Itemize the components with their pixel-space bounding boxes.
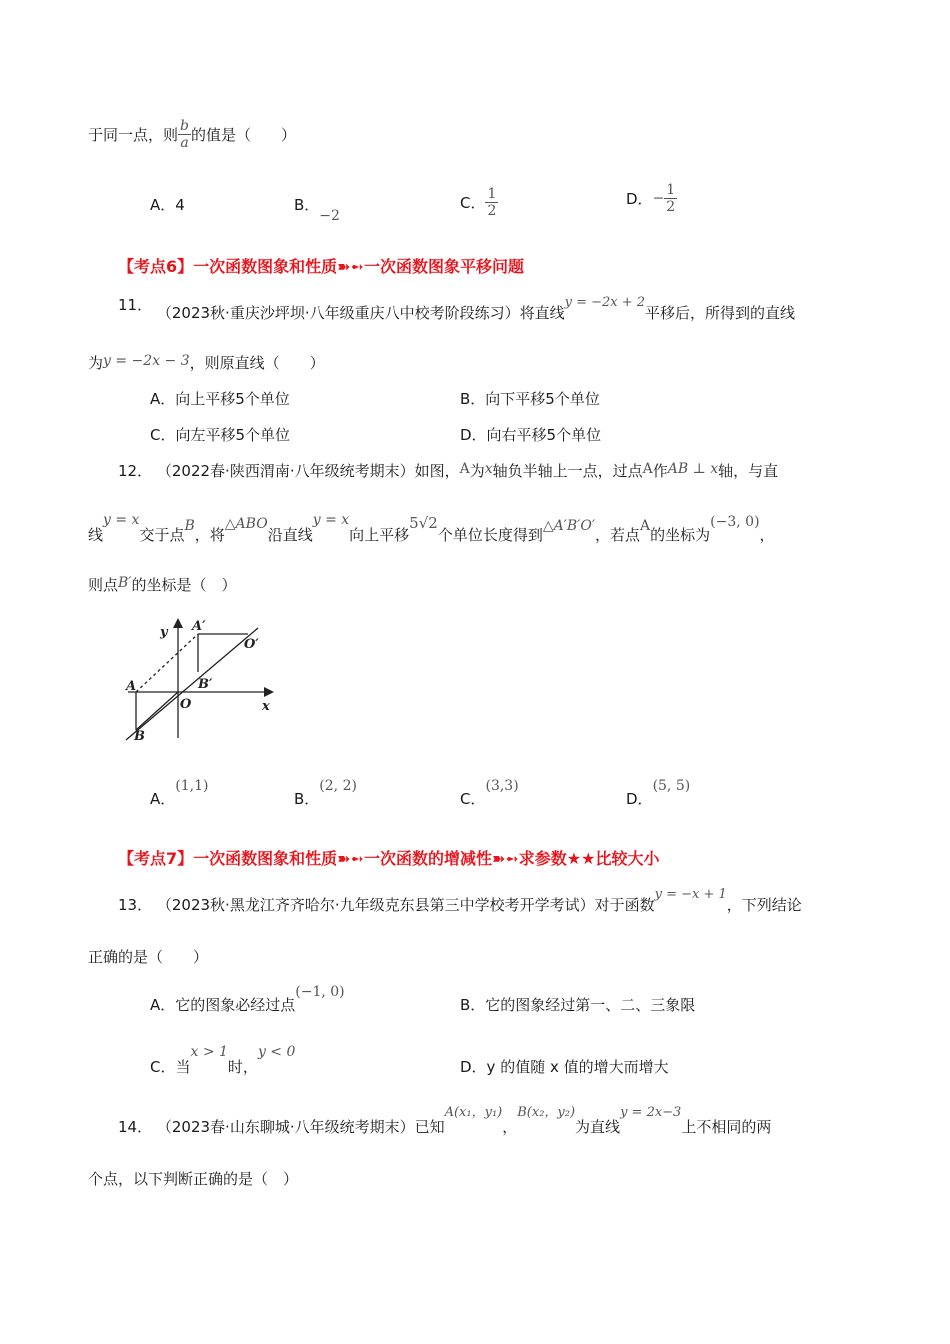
q13-option-b[interactable]: B．它的图象经过第一、二、三象限 bbox=[460, 996, 696, 1014]
q12-t10: 个单位长度得到 bbox=[437, 526, 543, 544]
q12-point-bp: B′ bbox=[118, 575, 132, 591]
q12-t2: 轴负半轴上一点，过点 bbox=[492, 462, 643, 480]
q11-text-2: 为 bbox=[88, 354, 104, 372]
q12-option-b-value: (2, 2) bbox=[319, 778, 357, 794]
q13-option-a-text: A．它的图象必经过点 bbox=[150, 996, 296, 1014]
q12-option-d[interactable] bbox=[626, 774, 691, 808]
q11-equation-2: y = −2x − 3 bbox=[103, 353, 190, 369]
q10-frac-den: a bbox=[180, 135, 189, 151]
q14-point-b: B(x₂，y₂) bbox=[517, 1105, 576, 1120]
q11-source: （2023秋·重庆沙坪坝·八年级重庆八中校考阶段练习）将直线 bbox=[156, 304, 565, 322]
q10-option-c-fraction bbox=[485, 186, 498, 219]
x-axis-arrow bbox=[264, 687, 274, 697]
q12-option-a-value: (1,1) bbox=[175, 778, 209, 794]
q10-frac-num: b bbox=[180, 118, 189, 134]
q11-option-d[interactable]: D．向右平移5个单位 bbox=[460, 426, 602, 444]
q12-option-a-label: A． bbox=[150, 790, 176, 808]
q14-equation: y = 2x−3 bbox=[620, 1105, 682, 1120]
y-axis-arrow bbox=[173, 618, 183, 628]
q10-option-b[interactable] bbox=[294, 194, 340, 224]
q10-option-a[interactable] bbox=[150, 194, 185, 215]
q14-line2: 个点，以下判断正确的是（ ） bbox=[88, 1170, 299, 1188]
fig-label-bp: B′ bbox=[198, 677, 213, 692]
q12-x: x bbox=[484, 461, 493, 477]
q12-t4: 轴，与直 bbox=[718, 462, 779, 480]
q12-option-c-label: C． bbox=[460, 790, 486, 808]
q12-t14: 则点 bbox=[88, 576, 119, 594]
q11-text-3: ，则原直线（ ） bbox=[189, 354, 325, 372]
q12-t6: 交于点 bbox=[139, 526, 185, 544]
q10-option-d-label: D． bbox=[626, 190, 653, 208]
line-y-equals-x bbox=[126, 628, 258, 740]
q12-t1: 为 bbox=[469, 462, 485, 480]
q13-t1: ，下列结论 bbox=[726, 896, 802, 914]
q12-t12: 的坐标为 bbox=[650, 526, 711, 544]
q12-t7: ，将 bbox=[194, 526, 225, 544]
fig-label-ap: A′ bbox=[192, 619, 206, 634]
q12-point-a-2: A bbox=[642, 461, 653, 477]
q12-t13: ， bbox=[759, 526, 775, 544]
segment-bo bbox=[136, 692, 178, 730]
q10-option-b-value: −2 bbox=[319, 208, 340, 224]
q12-distance: 5√2 bbox=[409, 514, 438, 532]
q10-option-a-label: A．4 bbox=[150, 196, 185, 214]
q11-equation-1: y = −2x + 2 bbox=[564, 295, 646, 310]
q12-option-c[interactable] bbox=[460, 774, 519, 808]
q13-option-a-value: (−1, 0) bbox=[295, 984, 345, 1000]
q11-option-b[interactable]: B．向下平移5个单位 bbox=[460, 390, 600, 408]
q12-number: 12． bbox=[118, 462, 153, 480]
q11-option-a[interactable]: A．向上平移5个单位 bbox=[150, 390, 290, 408]
q12-source: （2022春·陕西渭南·八年级统考期末）如图， bbox=[156, 462, 460, 480]
q10-option-d-sign: − bbox=[652, 190, 665, 207]
q10-option-c-label: C． bbox=[460, 194, 486, 212]
q10-line bbox=[88, 118, 296, 162]
q12-triangle: △ABO bbox=[224, 516, 268, 532]
q14-point-a: A(x₁，y₁) bbox=[444, 1105, 503, 1120]
q13-option-c-result: y < 0 bbox=[257, 1044, 296, 1060]
q10-option-b-label: B． bbox=[294, 196, 320, 214]
q12-option-d-label: D． bbox=[626, 790, 653, 808]
q14-line1 bbox=[118, 1100, 771, 1134]
q13-equation: y = −x + 1 bbox=[654, 887, 727, 902]
q10-text-before: 于同一点，则 bbox=[88, 126, 179, 144]
fig-label-y: y bbox=[160, 625, 168, 640]
q12-line3 bbox=[88, 574, 237, 595]
q12-t8: 沿直线 bbox=[267, 526, 313, 544]
q12-option-a[interactable] bbox=[150, 774, 209, 808]
q12-eq-yx-2: y = x bbox=[312, 512, 350, 528]
q12-eq-yx: y = x bbox=[103, 512, 140, 528]
heading-topic-7: 【考点7】一次函数图象和性质➽➻一次函数的增减性➽➻求参数★★比较大小 bbox=[118, 849, 660, 868]
q10-d-den: 2 bbox=[666, 199, 676, 215]
q11-text-1: 平移后，所得到的直线 bbox=[645, 304, 796, 322]
q12-perp: AB ⊥ x bbox=[667, 461, 719, 477]
q12-point-a-3: A bbox=[640, 518, 651, 534]
q10-fraction bbox=[178, 118, 191, 151]
q12-option-c-value: (3,3) bbox=[485, 778, 519, 794]
fig-label-b: B bbox=[134, 729, 145, 744]
q12-line2 bbox=[88, 508, 775, 544]
q10-text-after: 的值是（ ） bbox=[190, 126, 296, 144]
q14-t2: 上不相同的两 bbox=[681, 1118, 772, 1136]
q14-source: （2023春·山东聊城·八年级统考期末）已知 bbox=[156, 1118, 445, 1136]
fig-label-o: O bbox=[180, 697, 192, 712]
q13-option-c-text: C．当 bbox=[150, 1058, 191, 1076]
q13-line1 bbox=[118, 882, 802, 916]
q10-option-d-fraction bbox=[664, 182, 677, 215]
q12-t3: 作 bbox=[652, 462, 668, 480]
dashed-translation bbox=[136, 634, 198, 692]
fig-label-op: O′ bbox=[244, 637, 259, 652]
q14-number: 14． bbox=[118, 1118, 153, 1136]
q10-option-d[interactable] bbox=[626, 182, 677, 215]
q12-option-b[interactable] bbox=[294, 774, 357, 808]
q12-line1 bbox=[118, 460, 778, 481]
q12-t15: 的坐标是（ ） bbox=[131, 576, 237, 594]
q12-option-d-value: (5, 5) bbox=[652, 778, 691, 794]
q10-option-c[interactable] bbox=[460, 186, 498, 219]
q14-t1: 为直线 bbox=[575, 1118, 621, 1136]
q13-number: 13． bbox=[118, 896, 153, 914]
q10-d-num: 1 bbox=[666, 182, 676, 198]
q12-option-b-label: B． bbox=[294, 790, 320, 808]
q12-point-a: A bbox=[459, 461, 470, 477]
q12-figure bbox=[118, 614, 288, 744]
fig-label-x: x bbox=[262, 699, 270, 714]
heading-topic-6: 【考点6】一次函数图象和性质➽➻一次函数图象平移问题 bbox=[118, 257, 524, 276]
q12-t5: 线 bbox=[88, 526, 104, 544]
q13-source: （2023秋·黑龙江齐齐哈尔·九年级克东县第三中学校考开学考试）对于函数 bbox=[156, 896, 655, 914]
q13-line2: 正确的是（ ） bbox=[88, 948, 209, 966]
q13-option-c-t: 时， bbox=[227, 1058, 258, 1076]
q12-point-b: B bbox=[184, 518, 195, 534]
q13-option-a[interactable] bbox=[150, 980, 345, 1014]
fig-label-a: A bbox=[126, 679, 137, 694]
q10-c-den: 2 bbox=[487, 203, 497, 219]
q11-number: 11． bbox=[118, 296, 153, 314]
q11-option-c[interactable]: C．向左平移5个单位 bbox=[150, 426, 291, 444]
q11-line2 bbox=[88, 352, 325, 373]
q12-triangle-2: △A′B′O′ bbox=[542, 518, 596, 534]
q12-t9: 向上平移 bbox=[349, 526, 410, 544]
q13-option-c[interactable] bbox=[150, 1040, 295, 1074]
q10-c-num: 1 bbox=[487, 186, 497, 202]
q14-comma: ， bbox=[502, 1118, 518, 1136]
q11-line1 bbox=[118, 294, 795, 324]
q12-coord-a: (−3, 0) bbox=[710, 514, 760, 530]
q12-t11: ，若点 bbox=[595, 526, 641, 544]
q13-option-d[interactable]: D．y 的值随 x 值的增大而增大 bbox=[460, 1058, 669, 1076]
q13-option-c-cond: x > 1 bbox=[190, 1044, 228, 1060]
